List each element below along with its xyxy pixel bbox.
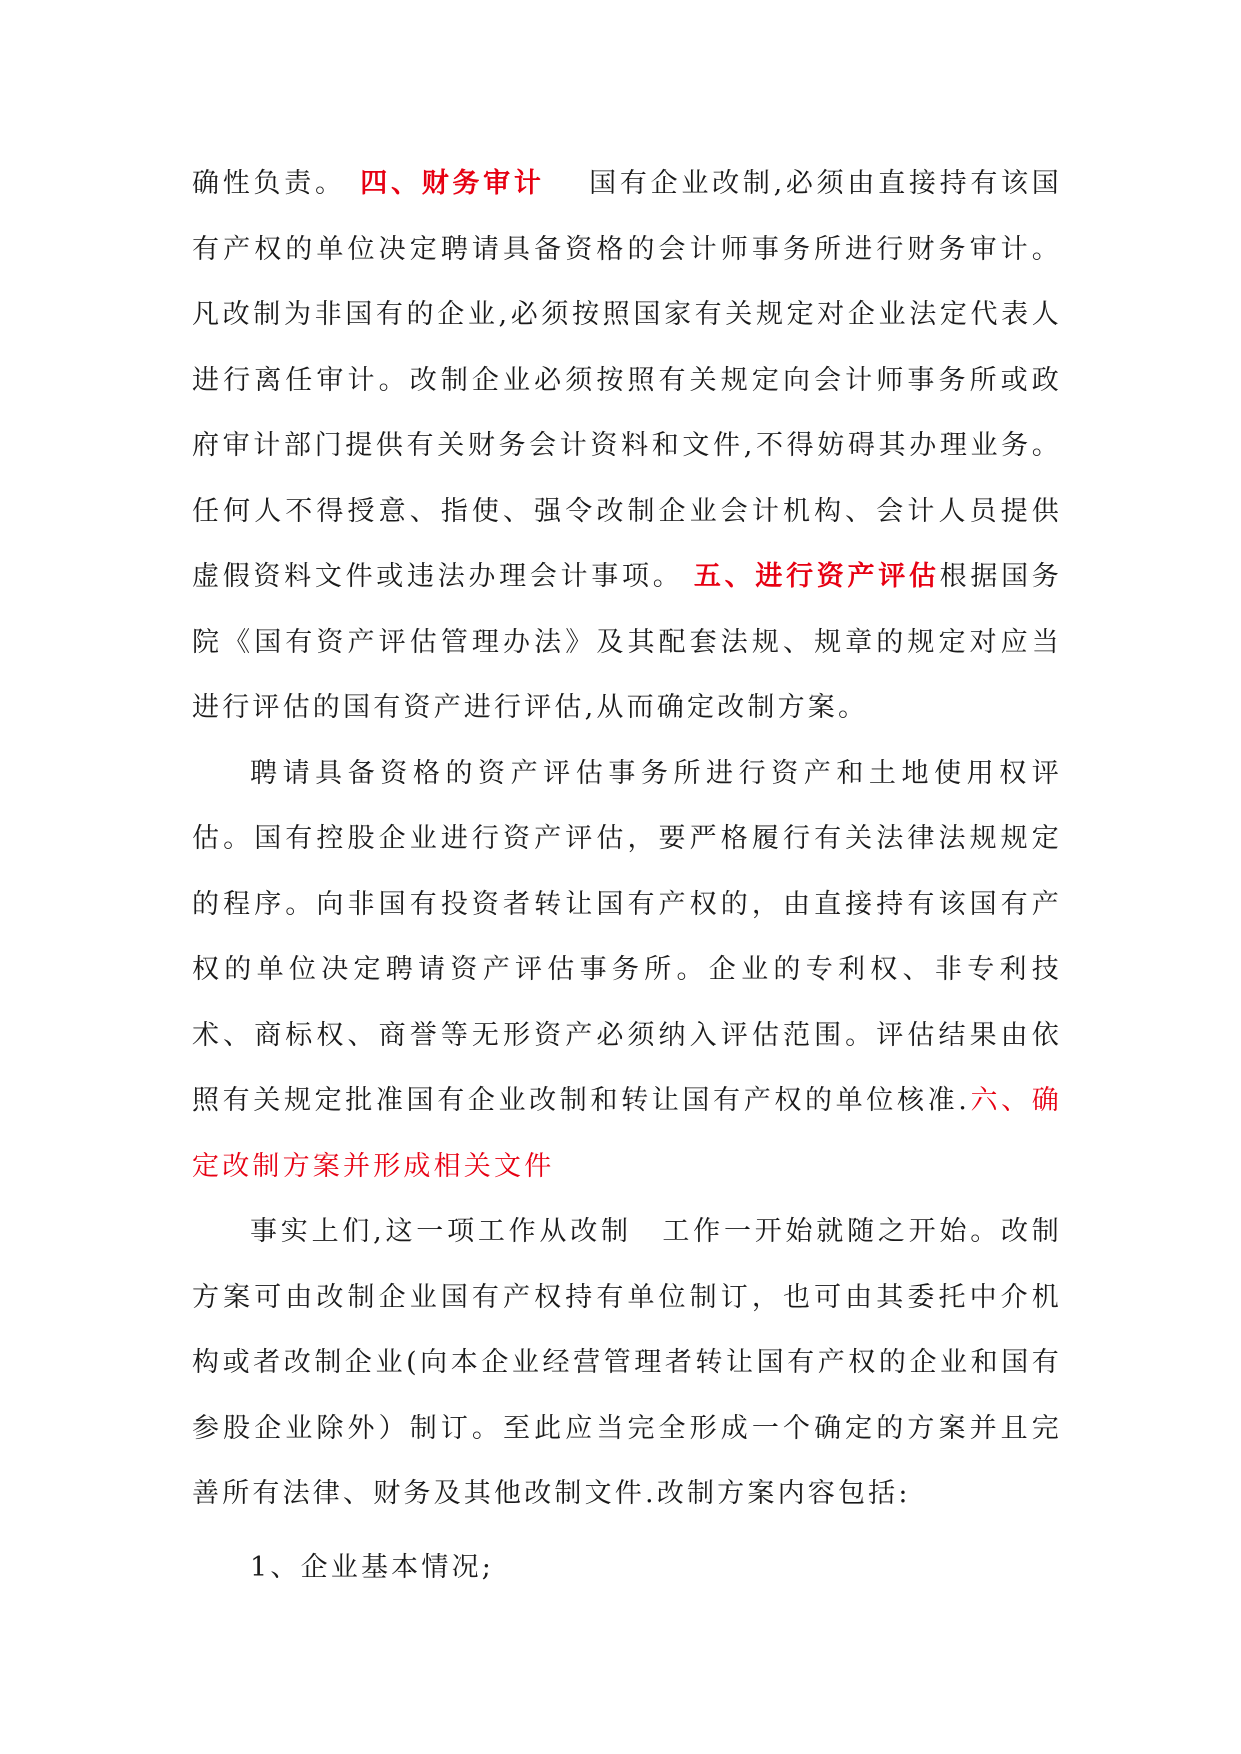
body-text: 事实上们,这一项工作从改制 — [250, 1216, 632, 1247]
body-text: 确性负责。 — [192, 168, 346, 199]
body-text: 国有企业改制,必须由直接持有该国有产权的单位决定聘请具备资格的会计师事务所进行财务审计。凡改制为非国有的企业,必须按照国家有关规定对企业法定代表人进行离任审计。改制企业必须按照有关规定向会计师事务所或政府审计部门提供有关财务会计资料和文件,不得妨碍其办理业务。任何人不得授意、指使、强令改制企业会计机构、会计人员提供虚假资料文件或违法办理会计事项。 — [192, 168, 1062, 592]
section-heading-restructuring-plan: 六、确定改制方案并形成相关文件 — [192, 1085, 1062, 1182]
body-text: 工作一开始就随之开始。改制方案可由改制企业国有产权持有单位制订，也可由其委托中介机构或者改制企业(向本企业经营管理者转让国有产权的企业和国有参股企业除外）制订。至此应当完全形成一个确定的方案并且完善所有法律、财务及其他改制文件.改制方案内容包括: — [192, 1216, 1062, 1509]
paragraph-audit-and-valuation — [192, 151, 1062, 741]
section-heading-financial-audit: 四、财务审计 — [359, 168, 545, 199]
paragraph-plan-content — [192, 1199, 1062, 1527]
list-item-text: 1、企业基本情况; — [250, 1551, 495, 1583]
body-text: 根据国务院《国有资产评估管理办法》及其配套法规、规章的规定对应当进行评估的国有资产进行评估,从而确定改制方案。 — [192, 561, 1062, 723]
paragraph-appraisal — [192, 741, 1062, 1200]
document-body — [192, 151, 1062, 1600]
section-heading-asset-valuation: 五、进行资产评估 — [693, 561, 940, 592]
body-text: 聘请具备资格的资产评估事务所进行资产和土地使用权评估。国有控股企业进行资产评估，要严格履行有关法律法规规定的程序。向非国有投资者转让国有产权的，由直接持有该国有产权的单位决定聘请资产评估事务所。企业的专利权、非专利技术、商标权、商誉等无形资产必须纳入评估范围。评估结果由依照有关规定批准国有企业改制和转让国有产权的单位核准. — [192, 757, 1062, 1116]
list-item — [192, 1535, 1062, 1601]
